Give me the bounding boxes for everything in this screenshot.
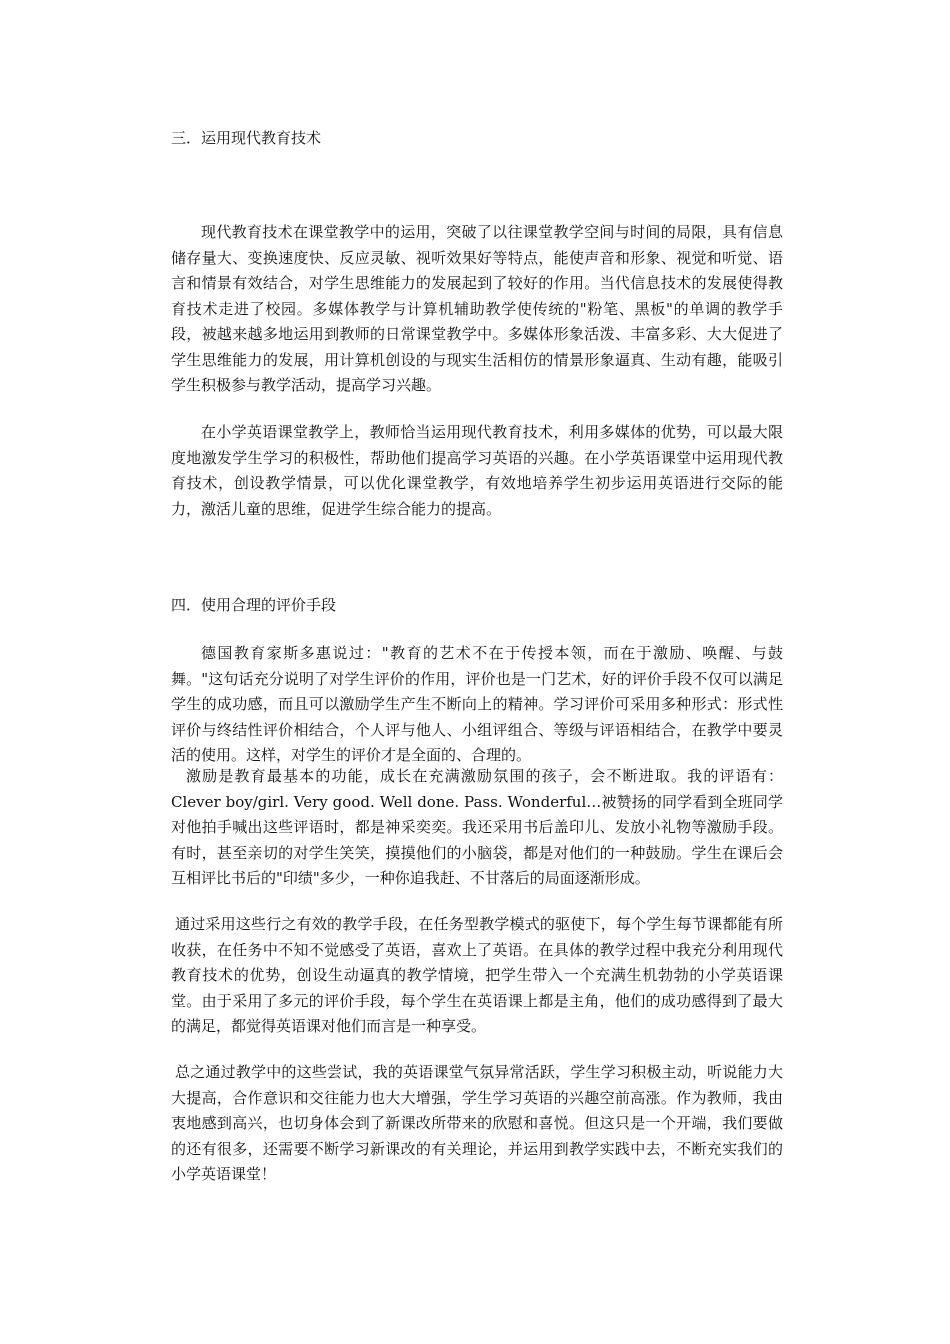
section-3-paragraph-1: 现代教育技术在课堂教学中的运用，突破了以往课堂教学空间与时间的局限，具有信息储存量大、变换速度快、反应灵敏、视听效果好等特点，能使声音和形象、视觉和听觉、语言和情景有效结合，对学生思维能力的发展起到了较好的作用。当代信息技术的发展使得教育技术走进了校园。多媒体教学与计算机辅助教学使传统的"粉笔、黑板"的单调的教学手段，被越来越多地运用到教师的日常课堂教学中。多媒体形象活泼、丰富多彩、大大促进了学生思维能力的发展，用计算机创设的与现实生活相仿的情景形象逼真、生动有趣，能吸引学生积极参与教学活动，提高学习兴趣。 (171, 223, 783, 394)
section-3-heading: 三．运用现代教育技术 (171, 129, 322, 147)
section-3-paragraph-2: 在小学英语课堂教学上，教师恰当运用现代教育技术，利用多媒体的优势，可以最大限度地激发学生学习的积极性，帮助他们提高学习英语的兴趣。在小学英语课堂中运用现代教育技术，创设教学情景，可以优化课堂教学，有效地培养学生初步运用英语进行交际的能力，激活儿童的思维，促进学生综合能力的提高。 (171, 423, 783, 518)
section-4-paragraph-3: 通过采用这些行之有效的教学手段，在任务型教学模式的驱使下，每个学生每节课都能有所收获，在任务中不知不觉感受了英语，喜欢上了英语。在具体的教学过程中我充分利用现代教育技术的优势，创设生动逼真的教学情境，把学生带入一个充满生机勃勃的小学英语课堂。由于采用了多元的评价手段，每个学生在英语课上都是主角，他们的成功感得到了最大的满足，都觉得英语课对他们而言是一种享受。 (171, 915, 783, 1035)
section-4-paragraph-1: 德国教育家斯多惠说过："教育的艺术不在于传授本领，而在于激励、唤醒、与鼓舞。"这句话充分说明了对学生评价的作用，评价也是一门艺术，好的评价手段不仅可以满足学生的成功感，而且可以激励学生产生不断向上的精神。学习评价可采用多种形式：形式性评价与终结性评价相结合，个人评与他人、小组评组合、等级与评语相结合，在教学中要灵活的使用。这样，对学生的评价才是全面的、合理的。 (171, 644, 783, 764)
section-4-paragraph-2: 激励是教育最基本的功能，成长在充满激励氛围的孩子，会不断进取。我的评语有：Clever boy/girl. Very good. Well done. Pass. Wonderful…被赞扬的同学看到全班同学对他拍手喊出这些评语时，都是神采奕奕。我还采用书后盖印儿、发放小礼物等激励手段。有时，甚至亲切的对学生笑笑，摸摸他们的小脑袋，都是对他们的一种鼓励。学生在课后会互相评比书后的"印绩"多少，一种你追我赶、不甘落后的局面逐渐形成。 (171, 767, 783, 887)
section-4-heading: 四．使用合理的评价手段 (171, 596, 337, 614)
section-4-paragraph-4: 总之通过教学中的这些尝试，我的英语课堂气氛异常活跃，学生学习积极主动，听说能力大大提高，合作意识和交往能力也大大增强，学生学习英语的兴趣空前高涨。作为教师，我由衷地感到高兴，也切身体会到了新课改所带来的欣慰和喜悦。但这只是一个开端，我们要做的还有很多，还需要不断学习新课改的有关理论，并运用到教学实践中去，不断充实我们的小学英语课堂！ (171, 1063, 783, 1183)
